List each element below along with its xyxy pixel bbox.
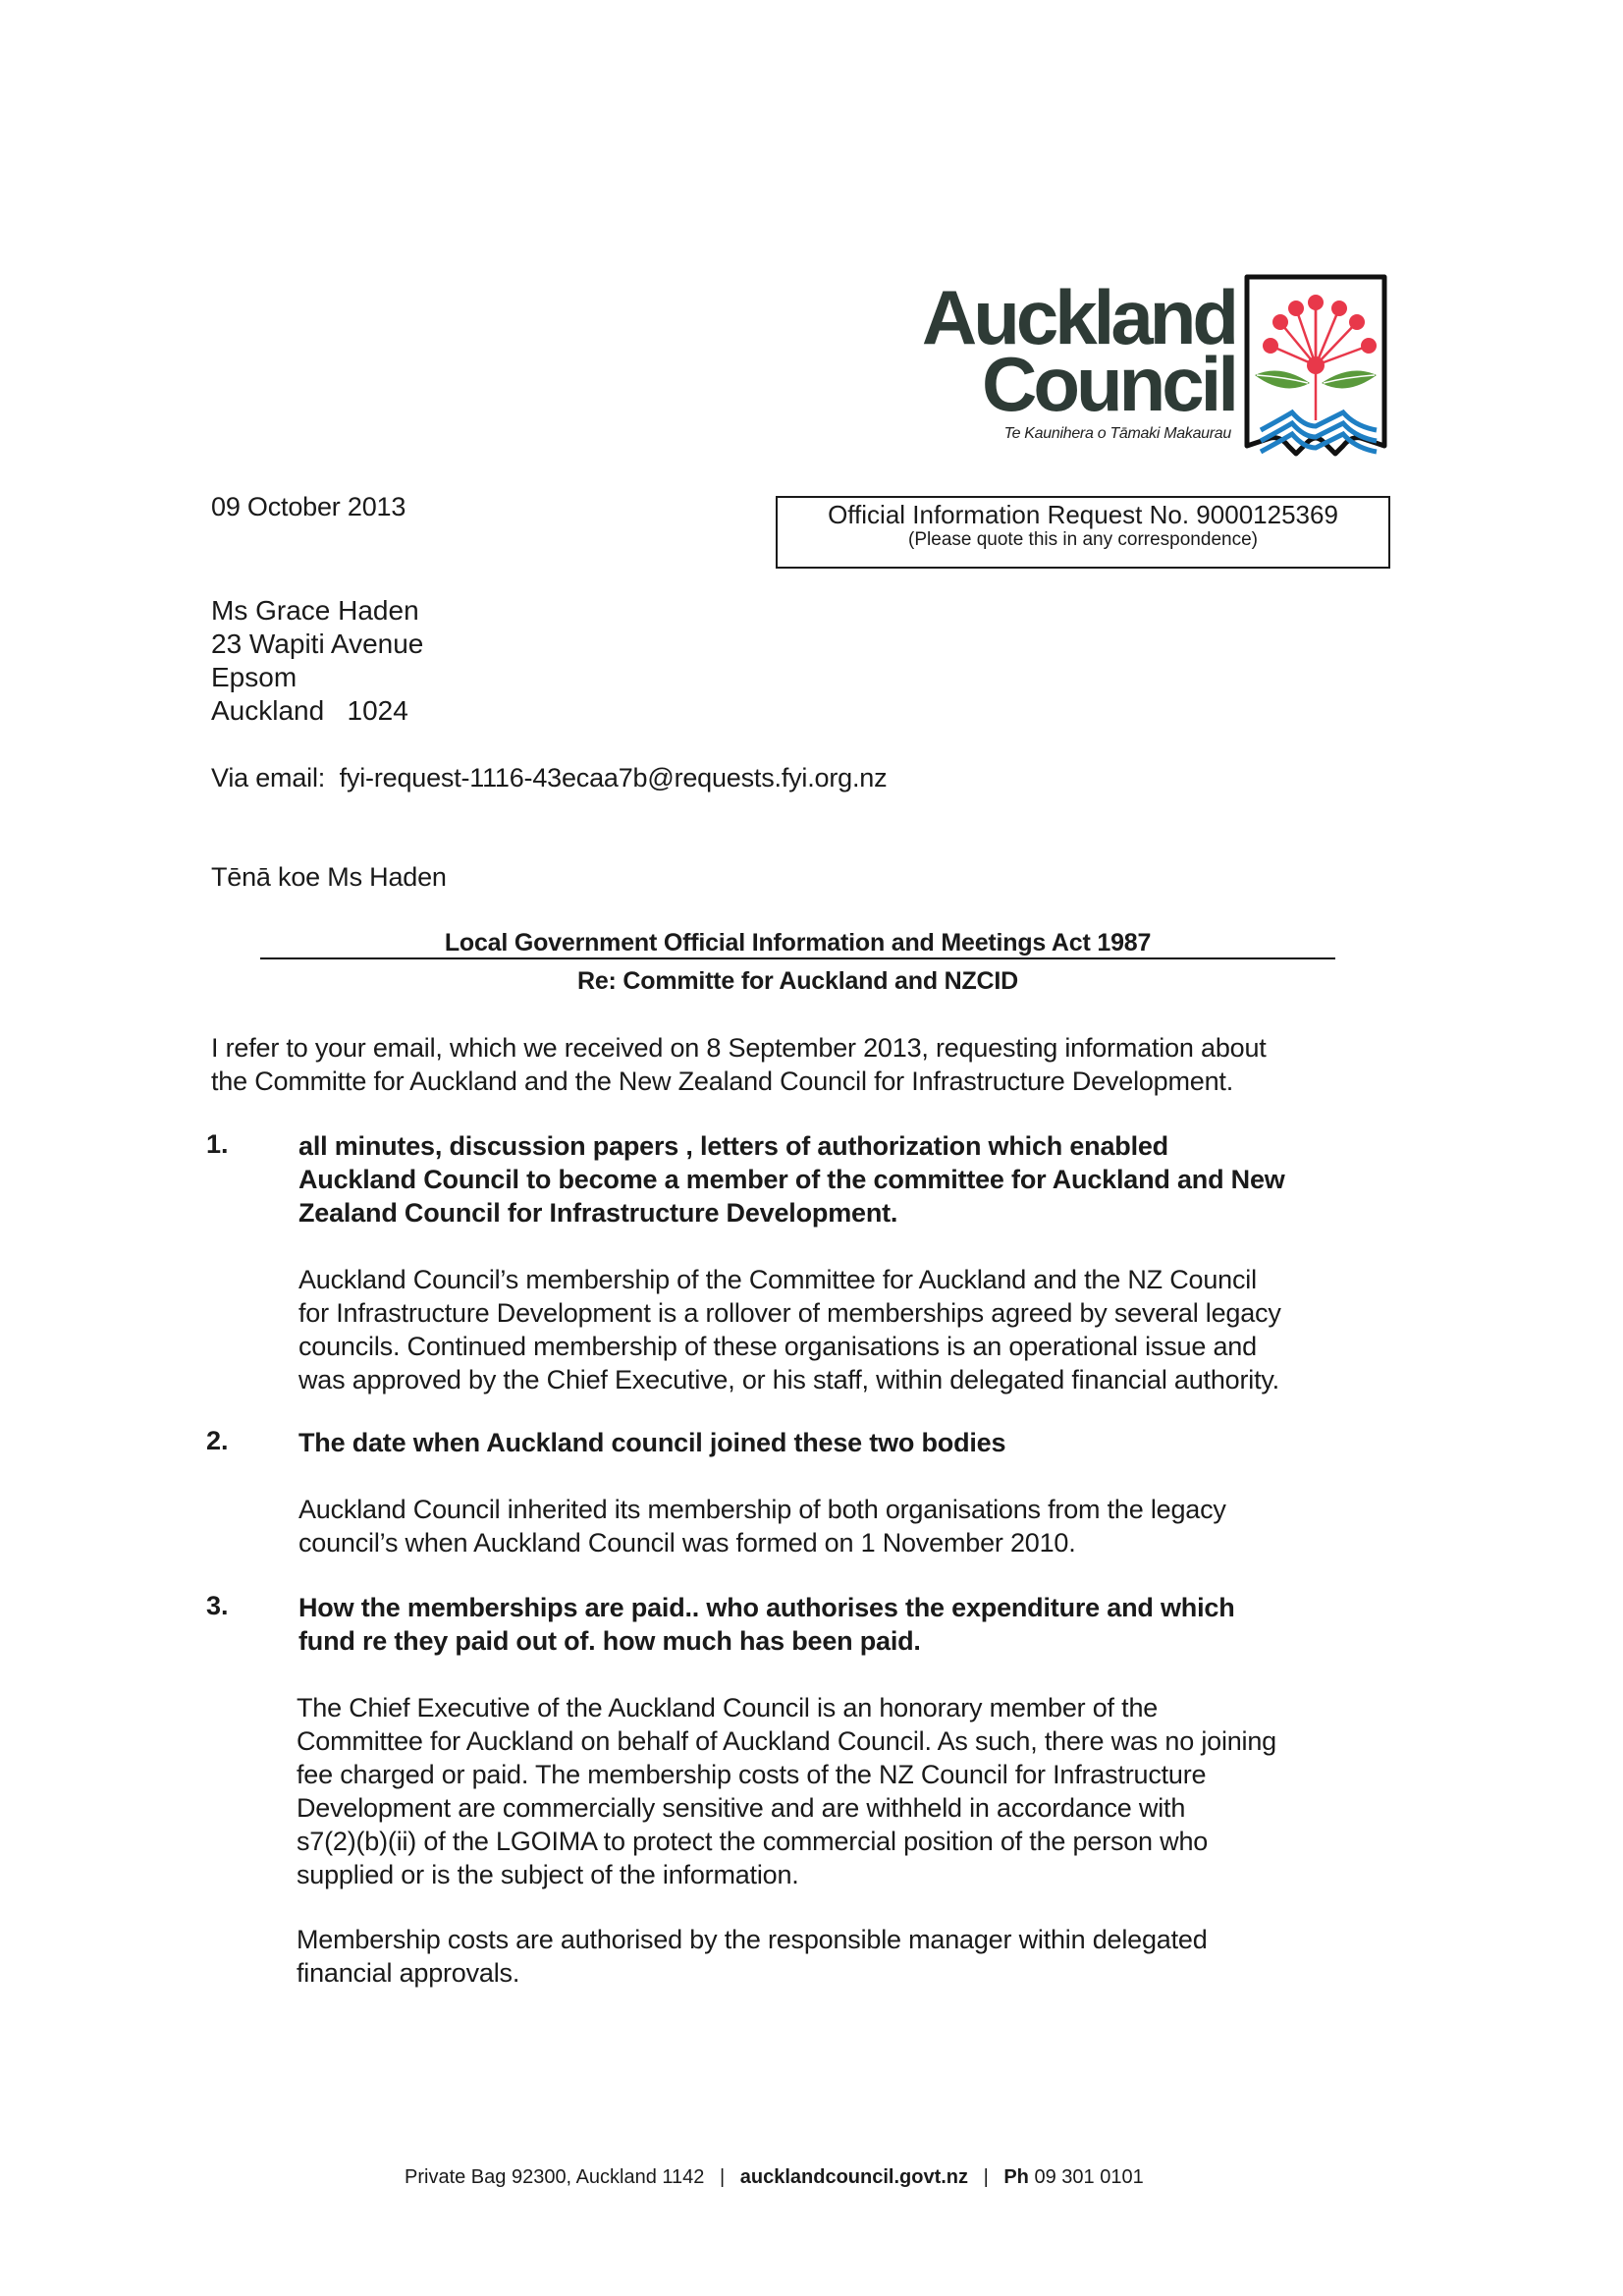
answer-line: Membership costs are authorised by the responsible manager within delegated	[297, 1925, 1208, 1954]
question-line: How the memberships are paid.. who authorises the expenditure and which	[298, 1593, 1235, 1622]
footer-address: Private Bag 92300, Auckland 1142	[405, 2166, 705, 2188]
logo-tagline: Te Kaunihera o Tāmaki Makaurau	[1003, 425, 1231, 442]
answer-line: for Infrastructure Development is a rollover of memberships agreed by several legacy	[298, 1298, 1281, 1328]
answer-line: Auckland Council’s membership of the Committee for Auckland and the NZ Council	[298, 1265, 1257, 1294]
answer-line: Development are commercially sensitive and are withheld in accordance with	[297, 1793, 1186, 1823]
oir-note: (Please quote this in any correspondence)	[908, 529, 1258, 550]
footer-phone-label: Ph	[1003, 2166, 1029, 2188]
oir-number: Official Information Request No. 9000125369	[828, 500, 1338, 529]
answer-line: s7(2)(b)(ii) of the LGOIMA to protect the commercial position of the person who	[297, 1827, 1209, 1856]
recipient-name: Ms Grace Haden	[211, 595, 419, 626]
answer-line: Auckland Council inherited its membership of both organisations from the legacy	[298, 1495, 1226, 1524]
act-title: Local Government Official Information and Meetings Act 1987	[444, 929, 1152, 957]
oir-reference-box	[776, 496, 1390, 569]
question-number: 3.	[206, 1591, 229, 1620]
logo-wordmark-line1: Auckland	[921, 274, 1235, 360]
answer-line: councils. Continued membership of these organisations is an operational issue and	[298, 1332, 1257, 1361]
recipient-city-postcode: Auckland 1024	[211, 695, 408, 726]
answer-line: supplied or is the subject of the information.	[297, 1860, 799, 1889]
letter-date: 09 October 2013	[211, 492, 406, 521]
intro-line: I refer to your email, which we received on 8 September 2013, requesting information about	[211, 1033, 1267, 1063]
answer-line: Committee for Auckland on behalf of Auckland Council. As such, there was no joining	[297, 1726, 1276, 1756]
footer-separator: |	[719, 2166, 726, 2188]
answer-paragraph	[298, 1263, 1281, 1396]
question-text	[298, 1426, 1005, 1459]
recipient-suburb: Epsom	[211, 662, 298, 692]
answer-paragraph	[297, 1691, 1276, 1891]
question-line: all minutes, discussion papers , letters of authorization which enabled	[298, 1131, 1168, 1161]
answer-line: was approved by the Chief Executive, or his staff, within delegated financial authority.	[298, 1365, 1279, 1394]
recipient-address	[211, 594, 423, 728]
answer-line: financial approvals.	[297, 1958, 520, 1988]
pohutukawa-emblem-icon	[1241, 273, 1390, 462]
question-text	[298, 1129, 1285, 1230]
recipient-street: 23 Wapiti Avenue	[211, 629, 424, 659]
answer-line: The Chief Executive of the Auckland Council is an honorary member of the	[297, 1693, 1159, 1722]
answer-line: fee charged or paid. The membership costs of the NZ Council for Infrastructure	[297, 1760, 1207, 1789]
answer-paragraph	[298, 1493, 1226, 1559]
heading-divider	[260, 957, 1335, 959]
question-line: fund re they paid out of. how much has been paid.	[298, 1626, 921, 1656]
via-email-line: Via email: fyi-request-1116-43ecaa7b@requests.fyi.org.nz	[211, 763, 888, 793]
question-line: Zealand Council for Infrastructure Development.	[298, 1198, 898, 1228]
question-number: 1.	[206, 1129, 229, 1159]
question-line: Auckland Council to become a member of the committee for Auckland and New	[298, 1165, 1285, 1194]
greeting: Tēnā koe Ms Haden	[211, 862, 447, 892]
footer-separator: |	[983, 2166, 989, 2188]
answer-paragraph	[297, 1923, 1208, 1990]
intro-paragraph	[211, 1031, 1267, 1098]
question-line: The date when Auckland council joined these two bodies	[298, 1428, 1006, 1457]
subject-line: Re: Committe for Auckland and NZCID	[576, 967, 1019, 995]
question-text	[298, 1591, 1235, 1658]
question-number: 2.	[206, 1426, 229, 1455]
logo-wordmark	[921, 274, 1235, 427]
intro-line: the Committe for Auckland and the New Zealand Council for Infrastructure Development.	[211, 1066, 1234, 1096]
answer-line: council’s when Auckland Council was formed on 1 November 2010.	[298, 1528, 1076, 1558]
footer-website-link[interactable]: aucklandcouncil.govt.nz	[739, 2166, 969, 2188]
logo-wordmark-line2: Council	[982, 341, 1235, 427]
footer-phone: 09 301 0101	[1034, 2166, 1144, 2188]
page-footer	[405, 2165, 1144, 2189]
